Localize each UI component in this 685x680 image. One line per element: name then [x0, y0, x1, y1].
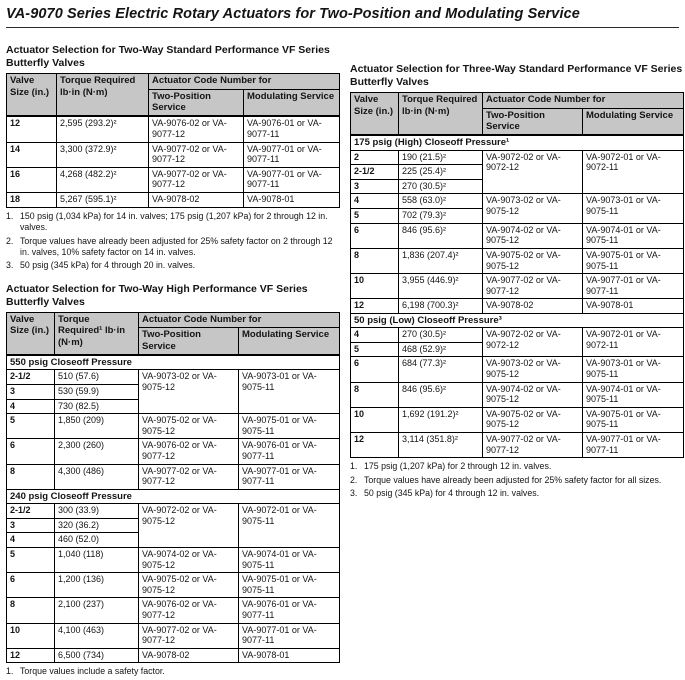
torque-cell: 3,114 (351.8)²: [399, 433, 483, 458]
actuator-code-cell: VA-9073-01 or VA-9075-11: [239, 370, 340, 414]
actuator-code-cell: VA-9078-02: [483, 299, 583, 314]
actuator-code-cell: VA-9077-01 or VA-9077-11: [244, 167, 340, 192]
footnote-number: 3.: [6, 260, 14, 271]
torque-cell: 2,595 (293.2)²: [57, 116, 149, 142]
footnote: [350, 461, 684, 472]
table-row: [351, 150, 684, 165]
valve-size-cell: 6: [7, 573, 55, 598]
three-way-standard-header: [351, 93, 684, 136]
two-way-high-performance-header: [7, 313, 340, 356]
valve-size-header: Valve Size (in.): [7, 74, 57, 117]
torque-cell: 3,300 (372.9)²: [57, 142, 149, 167]
torque-cell: 4,300 (486): [55, 464, 139, 489]
valve-size-cell: 5: [7, 547, 55, 572]
actuator-code-cell: VA-9073-01 or VA-9075-11: [583, 194, 684, 223]
torque-cell: 270 (30.5)²: [399, 328, 483, 343]
table-row: [7, 648, 340, 663]
valve-size-cell: 3: [7, 385, 55, 400]
footnote-number: 1.: [6, 666, 14, 677]
actuator-code-cell: VA-9075-01 or VA-9075-11: [583, 248, 684, 273]
right-column: [350, 63, 684, 680]
modulating-header: Modulating Service: [239, 328, 340, 355]
valve-size-cell: 4: [351, 194, 399, 209]
table-row: [7, 142, 340, 167]
torque-header: Torque Required¹ lb·in (N·m): [55, 313, 139, 356]
two-position-header: Two-Position Service: [149, 89, 244, 116]
actuator-code-cell: VA-9075-02 or VA-9075-12: [483, 407, 583, 432]
valve-size-cell: 5: [351, 209, 399, 224]
footnote: [6, 236, 340, 259]
footnote: [6, 211, 340, 234]
actuator-code-cell: VA-9076-02 or VA-9077-12: [149, 116, 244, 142]
actuator-code-group-header: Actuator Code Number for: [483, 93, 684, 108]
torque-cell: 846 (95.6)²: [399, 223, 483, 248]
valve-size-cell: 8: [7, 598, 55, 623]
torque-cell: 730 (82.5): [55, 399, 139, 414]
table-row: [351, 299, 684, 314]
valve-size-cell: 3: [351, 179, 399, 194]
torque-cell: 6,198 (700.3)²: [399, 299, 483, 314]
table-row: [351, 357, 684, 382]
two-position-header: Two-Position Service: [483, 108, 583, 135]
valve-size-cell: 8: [7, 464, 55, 489]
torque-header: Torque Required lb·in (N·m): [399, 93, 483, 136]
three-way-standard-table: [350, 92, 684, 458]
actuator-code-cell: VA-9075-02 or VA-9075-12: [139, 414, 239, 439]
torque-cell: 1,040 (118): [55, 547, 139, 572]
three-way-standard-heading: Actuator Selection for Three-Way Standard Performance VF Series Butterfly Valves: [350, 63, 683, 89]
footnote-text: 150 psig (1,034 kPa) for 14 in. valves; 175 psig (1,207 kPa) for 2 through 12 in. valves.: [20, 210, 328, 233]
section-row: [7, 355, 340, 370]
actuator-code-cell: VA-9077-01 or VA-9077-11: [239, 464, 340, 489]
torque-cell: 4,268 (482.2)²: [57, 167, 149, 192]
actuator-code-cell: VA-9077-01 or VA-9077-11: [583, 274, 684, 299]
header-row: [7, 74, 340, 89]
torque-cell: 225 (25.4)²: [399, 165, 483, 180]
table-row: [351, 328, 684, 343]
three-way-standard-body: [351, 135, 684, 457]
valve-size-cell: 10: [7, 623, 55, 648]
two-position-header: Two-Position Service: [139, 328, 239, 355]
footnote: [6, 260, 340, 271]
valve-size-cell: 12: [7, 116, 57, 142]
two-way-high-performance-body: [7, 355, 340, 663]
header-row: [351, 93, 684, 108]
valve-size-cell: 5: [7, 414, 55, 439]
modulating-header: Modulating Service: [583, 108, 684, 135]
torque-cell: 190 (21.5)²: [399, 150, 483, 165]
actuator-code-cell: VA-9073-02 or VA-9075-12: [483, 357, 583, 382]
header-row: [7, 313, 340, 328]
two-way-standard-header: [7, 74, 340, 117]
torque-cell: 510 (57.6): [55, 370, 139, 385]
two-way-high-performance-heading: Actuator Selection for Two-Way High Performance VF Series Butterfly Valves: [6, 282, 308, 308]
table-row: [351, 407, 684, 432]
actuator-code-cell: VA-9077-02 or VA-9077-12: [139, 464, 239, 489]
actuator-code-cell: VA-9078-01: [583, 299, 684, 314]
footnote-number: 2.: [350, 474, 358, 485]
valve-size-cell: 8: [351, 382, 399, 407]
valve-size-cell: 6: [351, 223, 399, 248]
valve-size-cell: 4: [7, 399, 55, 414]
actuator-code-cell: VA-9072-01 or VA-9072-11: [583, 328, 684, 357]
actuator-code-cell: VA-9075-01 or VA-9075-11: [239, 573, 340, 598]
valve-size-cell: 10: [351, 274, 399, 299]
footnote-number: 3.: [350, 488, 358, 499]
table-row: [7, 414, 340, 439]
valve-size-cell: 12: [7, 648, 55, 663]
footnote-number: 2.: [6, 235, 14, 246]
valve-size-header: Valve Size (in.): [351, 93, 399, 136]
footnote-text: 50 psig (345 kPa) for 4 through 12 in. valves.: [364, 488, 540, 499]
torque-cell: 558 (63.0)²: [399, 194, 483, 209]
valve-size-cell: 5: [351, 342, 399, 357]
valve-size-header: Valve Size (in.): [7, 313, 55, 356]
torque-cell: 5,267 (595.1)²: [57, 193, 149, 208]
actuator-code-group-header: Actuator Code Number for: [139, 313, 340, 328]
torque-cell: 460 (52.0): [55, 533, 139, 548]
valve-size-cell: 6: [7, 439, 55, 464]
actuator-code-cell: VA-9077-02 or VA-9077-12: [483, 274, 583, 299]
actuator-code-cell: VA-9075-02 or VA-9075-12: [483, 248, 583, 273]
valve-size-cell: 2-1/2: [7, 370, 55, 385]
valve-size-cell: 4: [351, 328, 399, 343]
actuator-code-cell: VA-9075-01 or VA-9075-11: [239, 414, 340, 439]
modulating-header: Modulating Service: [244, 89, 340, 116]
table-row: [351, 382, 684, 407]
actuator-code-cell: VA-9076-02 or VA-9077-12: [139, 598, 239, 623]
valve-size-cell: 16: [7, 167, 57, 192]
torque-cell: 1,692 (191.2)²: [399, 407, 483, 432]
valve-size-cell: 2-1/2: [351, 165, 399, 180]
torque-cell: 3,955 (446.9)²: [399, 274, 483, 299]
torque-cell: 684 (77.3)²: [399, 357, 483, 382]
two-way-standard-table: [6, 73, 340, 207]
valve-size-cell: 18: [7, 193, 57, 208]
table-row: [7, 370, 340, 385]
actuator-code-cell: VA-9076-01 or VA-9077-11: [239, 598, 340, 623]
valve-size-cell: 12: [351, 299, 399, 314]
actuator-code-cell: VA-9077-01 or VA-9077-11: [583, 433, 684, 458]
footnote-text: Torque values have already been adjusted for 25% safety factor on 2 through 12 in. valves, 10% safety factor on 14 in. valves.: [20, 235, 333, 257]
actuator-code-cell: VA-9078-02: [149, 193, 244, 208]
torque-cell: 2,300 (260): [55, 439, 139, 464]
torque-cell: 530 (59.9): [55, 385, 139, 400]
torque-cell: 4,100 (463): [55, 623, 139, 648]
actuator-code-cell: VA-9074-02 or VA-9075-12: [483, 382, 583, 407]
left-column: [6, 44, 340, 680]
footnote: [350, 488, 684, 499]
footnote-text: Torque values have already been adjusted for 25% safety factor for all sizes.: [364, 474, 662, 485]
torque-cell: 6,500 (734): [55, 648, 139, 663]
table-row: [351, 248, 684, 273]
table-row: [7, 547, 340, 572]
actuator-code-cell: VA-9077-01 or VA-9077-11: [239, 623, 340, 648]
actuator-code-cell: VA-9074-02 or VA-9075-12: [139, 547, 239, 572]
actuator-code-cell: VA-9072-01 or VA-9072-11: [583, 150, 684, 194]
actuator-code-cell: VA-9073-02 or VA-9075-12: [483, 194, 583, 223]
valve-size-cell: 6: [351, 357, 399, 382]
actuator-code-cell: VA-9074-01 or VA-9075-11: [583, 382, 684, 407]
table-row: [7, 598, 340, 623]
table-row: [7, 167, 340, 192]
section-label: 50 psig (Low) Closeoff Pressure³: [351, 313, 684, 327]
two-way-standard-footnotes: [6, 211, 340, 272]
three-way-standard-footnotes: [350, 461, 684, 499]
actuator-code-cell: VA-9075-01 or VA-9075-11: [583, 407, 684, 432]
actuator-code-cell: VA-9074-01 or VA-9075-11: [239, 547, 340, 572]
torque-cell: 468 (52.9)²: [399, 342, 483, 357]
table-row: [7, 439, 340, 464]
actuator-code-group-header: Actuator Code Number for: [149, 74, 340, 89]
table-row: [7, 464, 340, 489]
valve-size-cell: 4: [7, 533, 55, 548]
valve-size-cell: 2-1/2: [7, 504, 55, 519]
footnote: [6, 666, 340, 677]
section-row: [351, 313, 684, 327]
valve-size-cell: 10: [351, 407, 399, 432]
actuator-code-cell: VA-9078-02: [139, 648, 239, 663]
actuator-code-cell: VA-9074-01 or VA-9075-11: [583, 223, 684, 248]
torque-cell: 2,100 (237): [55, 598, 139, 623]
section-row: [351, 135, 684, 150]
actuator-code-cell: VA-9074-02 or VA-9075-12: [483, 223, 583, 248]
actuator-code-cell: VA-9073-02 or VA-9075-12: [139, 370, 239, 414]
actuator-code-cell: VA-9077-01 or VA-9077-11: [244, 142, 340, 167]
two-way-high-performance-table: [6, 312, 340, 663]
section-row: [7, 489, 340, 503]
section-label: 175 psig (High) Closeoff Pressure¹: [351, 135, 684, 150]
actuator-code-cell: VA-9076-01 or VA-9077-11: [244, 116, 340, 142]
actuator-code-cell: VA-9078-01: [244, 193, 340, 208]
document-title: VA-9070 Series Electric Rotary Actuators for Two-Position and Modulating Service: [6, 4, 679, 28]
table-row: [351, 194, 684, 209]
valve-size-cell: 2: [351, 150, 399, 165]
actuator-code-cell: VA-9075-02 or VA-9075-12: [139, 573, 239, 598]
table-row: [7, 623, 340, 648]
table-row: [351, 274, 684, 299]
torque-header: Torque Required lb·in (N·m): [57, 74, 149, 117]
actuator-code-cell: VA-9077-02 or VA-9077-12: [139, 623, 239, 648]
torque-cell: 702 (79.3)²: [399, 209, 483, 224]
actuator-code-cell: VA-9072-02 or VA-9072-12: [483, 150, 583, 194]
footnote-number: 1.: [6, 210, 14, 221]
table-row: [7, 116, 340, 142]
table-row: [7, 504, 340, 519]
torque-cell: 1,836 (207.4)²: [399, 248, 483, 273]
footnote-text: 50 psig (345 kPa) for 4 through 20 in. valves.: [20, 260, 196, 271]
table-row: [7, 193, 340, 208]
footnote: [350, 475, 684, 486]
actuator-code-cell: VA-9073-01 or VA-9075-11: [583, 357, 684, 382]
actuator-code-cell: VA-9077-02 or VA-9077-12: [149, 167, 244, 192]
two-way-standard-heading: Actuator Selection for Two-Way Standard Performance VF Series Butterfly Valves: [6, 44, 330, 70]
torque-cell: 846 (95.6)²: [399, 382, 483, 407]
actuator-code-cell: VA-9076-01 or VA-9077-11: [239, 439, 340, 464]
table-row: [351, 223, 684, 248]
actuator-code-cell: VA-9076-02 or VA-9077-12: [139, 439, 239, 464]
two-way-high-performance-footnotes: [6, 666, 340, 677]
actuator-code-cell: VA-9072-01 or VA-9075-11: [239, 504, 340, 548]
torque-cell: 270 (30.5)²: [399, 179, 483, 194]
valve-size-cell: 8: [351, 248, 399, 273]
table-row: [7, 573, 340, 598]
footnote-text: 175 psig (1,207 kPa) for 2 through 12 in. valves.: [364, 461, 552, 472]
section-label: 550 psig Closeoff Pressure: [7, 355, 340, 370]
valve-size-cell: 14: [7, 142, 57, 167]
valve-size-cell: 12: [351, 433, 399, 458]
actuator-code-cell: VA-9077-02 or VA-9077-12: [149, 142, 244, 167]
footnote-number: 1.: [350, 461, 358, 472]
table-row: [351, 433, 684, 458]
two-column-layout: [6, 44, 683, 680]
valve-size-cell: 3: [7, 518, 55, 533]
footnote-text: Torque values include a safety factor.: [20, 666, 165, 677]
section-label: 240 psig Closeoff Pressure: [7, 489, 340, 503]
torque-cell: 1,200 (136): [55, 573, 139, 598]
actuator-code-cell: VA-9077-02 or VA-9077-12: [483, 433, 583, 458]
actuator-code-cell: VA-9072-02 or VA-9075-12: [139, 504, 239, 548]
torque-cell: 300 (33.9): [55, 504, 139, 519]
actuator-code-cell: VA-9078-01: [239, 648, 340, 663]
actuator-code-cell: VA-9072-02 or VA-9072-12: [483, 328, 583, 357]
two-way-standard-body: [7, 116, 340, 207]
torque-cell: 1,850 (209): [55, 414, 139, 439]
torque-cell: 320 (36.2): [55, 518, 139, 533]
